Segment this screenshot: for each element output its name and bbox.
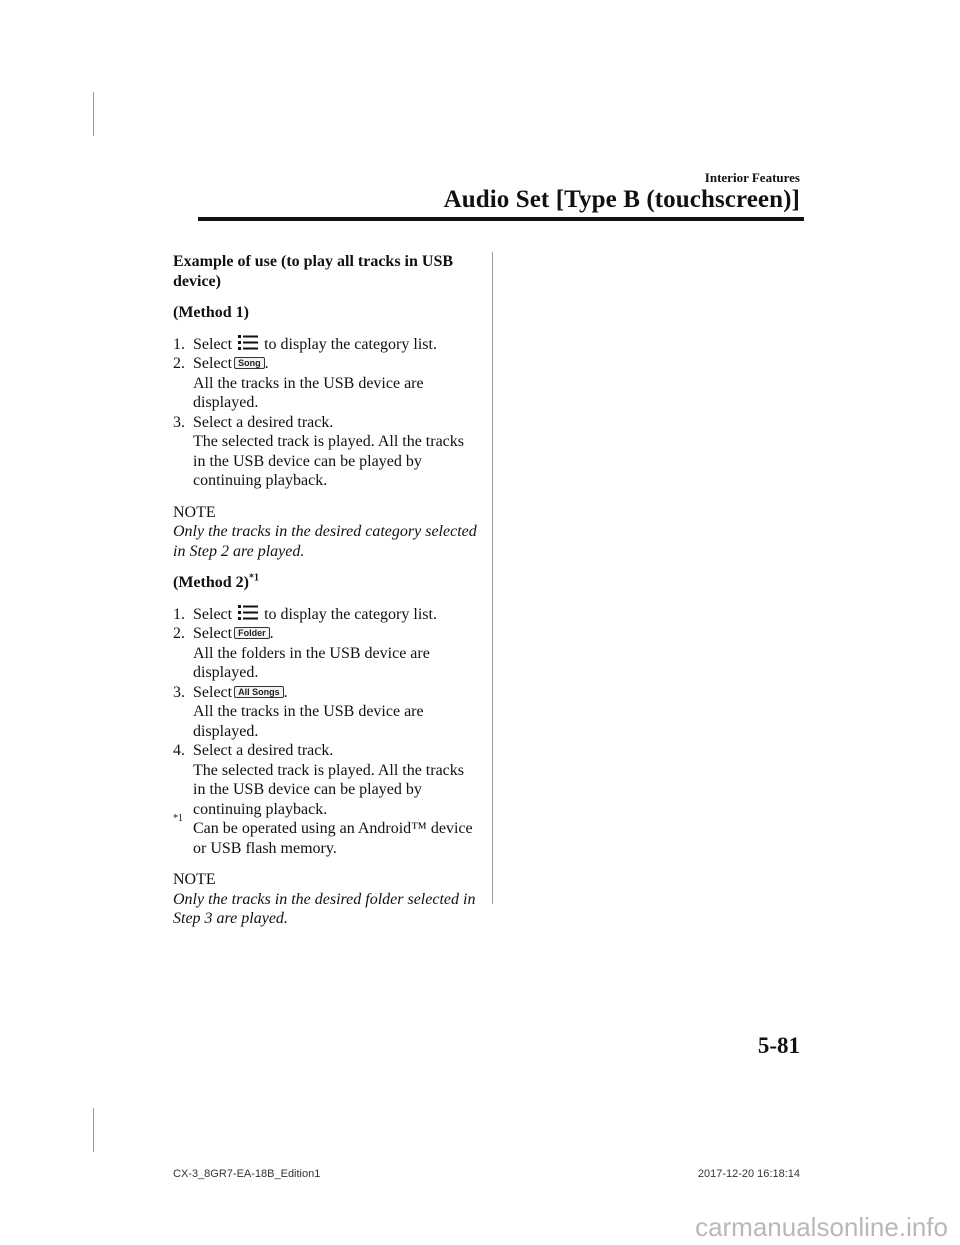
method2-steps (173, 605, 478, 820)
method1-step-1: 1. Select to display the category list. (173, 335, 437, 353)
column-divider (492, 252, 493, 904)
method1-label: (Method 1) (173, 304, 249, 321)
page-title: Audio Set [Type B (touchscreen)] (443, 186, 800, 213)
method2-step-4: 4. Select a desired track. The selected track is played. All the tracks in the USB device can be played by continuing playback. (173, 742, 465, 818)
footnote: *1 Can be operated using an Android™ device or USB flash memory. (173, 813, 473, 857)
menu-list-icon (238, 605, 258, 620)
method1-steps (173, 335, 478, 491)
crop-mark-top-left (93, 92, 94, 136)
song-button-icon: Song (234, 357, 265, 369)
page-number: 5-81 (757, 1033, 800, 1058)
header-rule (198, 217, 804, 221)
all-songs-button-icon: All Songs (234, 686, 284, 698)
method2-step-3: 3. Select All Songs . All the tracks in the USB device are displayed. (173, 683, 424, 740)
footer-doc-id: CX-3_8GR7-EA-18B_Edition1 (173, 1168, 321, 1180)
method2-step-1: 1. Select to display the category list. (173, 605, 437, 623)
method2-step-2: 2. Select Folder . All the folders in the USB device are displayed. (173, 625, 430, 681)
crop-mark-bottom-left (93, 1108, 94, 1152)
main-column (173, 252, 478, 929)
method2-note: NOTE Only the tracks in the desired folder selected in Step 3 are played. (173, 871, 476, 927)
method1-step-2: 2. Select Song . All the tracks in the USB device are displayed. (173, 355, 424, 411)
example-heading: Example of use (to play all tracks in USB device) (173, 253, 454, 290)
folder-button-icon: Folder (234, 627, 270, 639)
footer-timestamp: 2017-12-20 16:18:14 (697, 1168, 800, 1180)
method1-step-3: 3. Select a desired track. The selected track is played. All the tracks in the USB device can be played by continuing playback. (173, 413, 465, 489)
method2-label: (Method 2)$^{*1}$ (173, 572, 259, 591)
method1-note: NOTE Only the tracks in the desired category selected in Step 2 are played. (173, 503, 477, 560)
watermark: carmanualsonline.info (695, 1212, 948, 1242)
section-label: Interior Features (704, 170, 800, 185)
menu-list-icon (238, 335, 258, 350)
